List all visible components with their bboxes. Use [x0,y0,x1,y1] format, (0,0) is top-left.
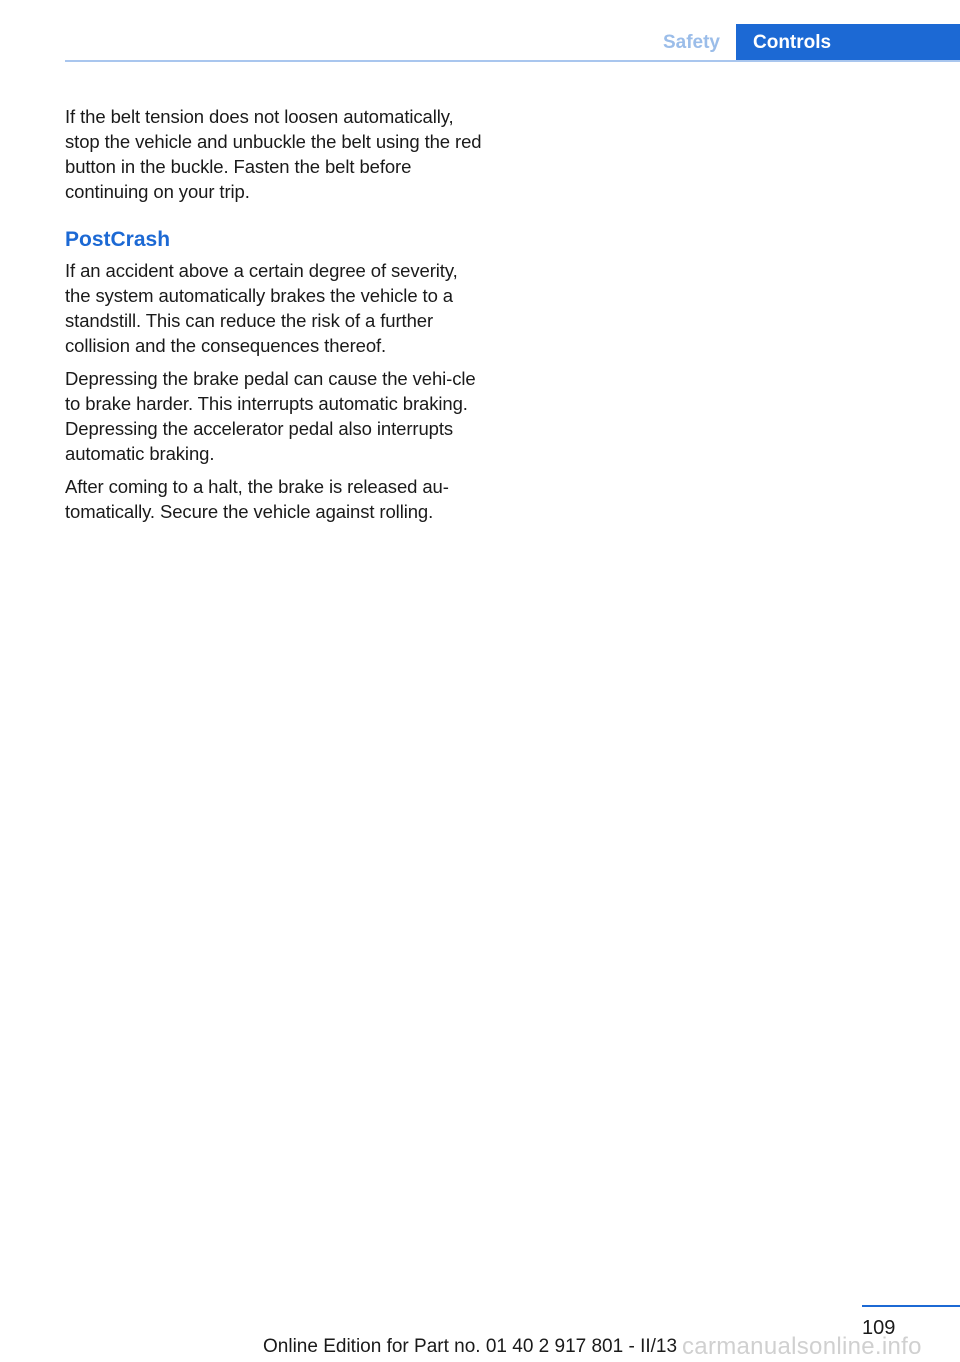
header-rule [65,60,960,62]
page-header [0,24,960,62]
body-paragraph: After coming to a halt, the brake is released au-tomatically. Secure the vehicle against rolling. [65,476,449,522]
watermark: carmanualsonline.info [682,1333,922,1360]
intro-paragraph: If the belt tension does not loosen automatically, stop the vehicle and unbuckle the belt using the red button in the buckle. Fasten the belt before continuing on your trip. [65,106,482,202]
edition-note: Online Edition for Part no. 01 40 2 917 801 - II/13 [263,1336,678,1357]
body-paragraph: If an accident above a certain degree of severity, the system automatically brakes the vehicle to a standstill. This can reduce the risk of a further collision and the consequences thereof. [65,260,458,356]
section-heading: PostCrash [65,228,171,251]
main-content [65,104,483,532]
footer-rule [862,1305,960,1307]
page-number: 109 [862,1317,896,1339]
chapter-tab[interactable]: Controls [736,24,960,62]
body-paragraph: Depressing the brake pedal can cause the vehi-cle to brake harder. This interrupts automatic braking. Depressing the accelerator pedal also interrupts automatic braking. [65,368,476,464]
section-tab[interactable]: Safety [662,32,720,53]
